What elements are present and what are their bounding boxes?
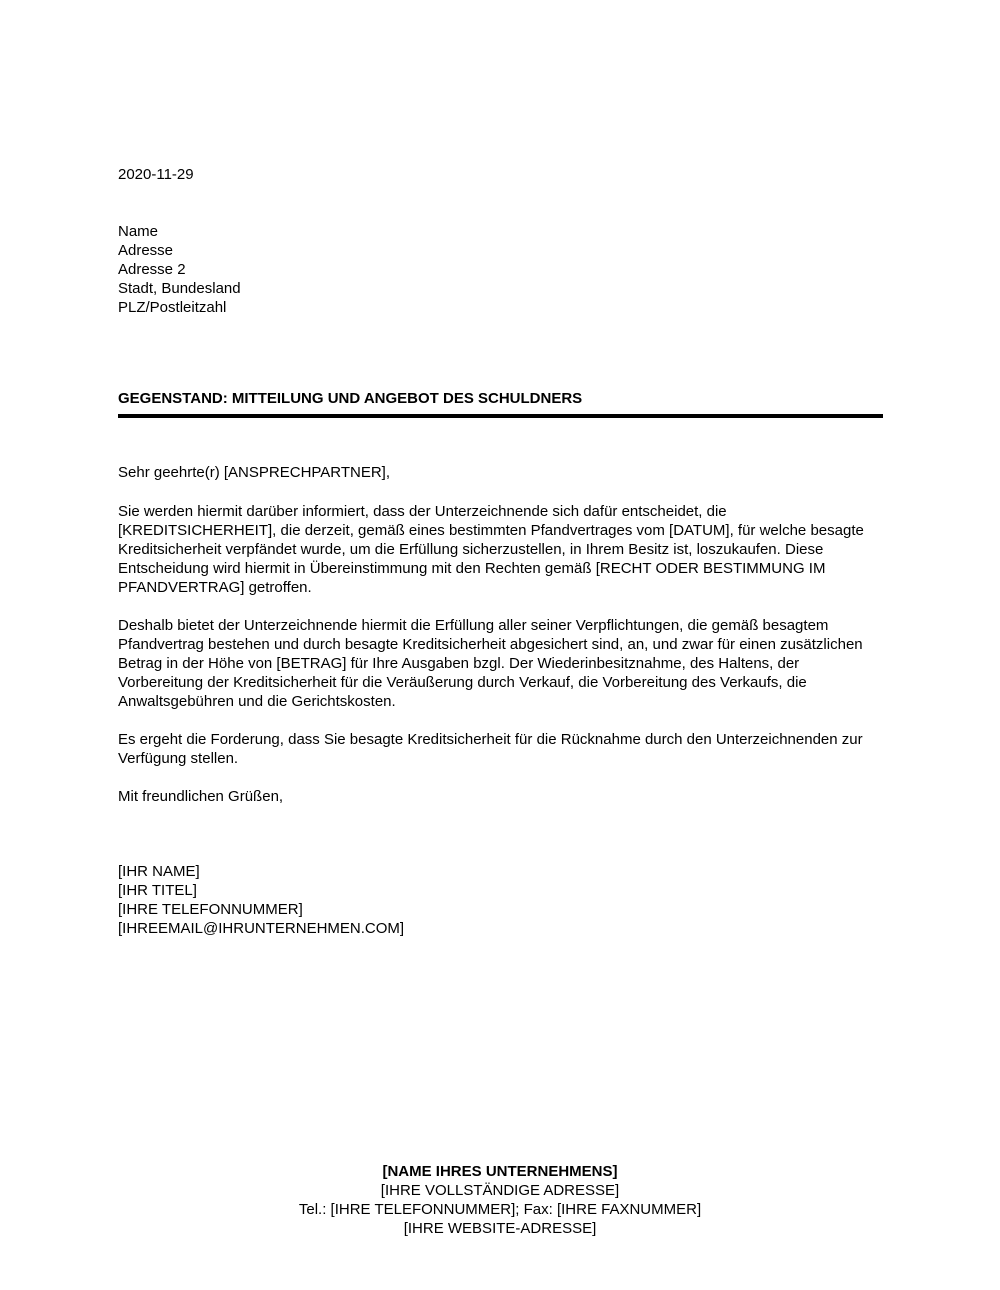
letter-body (118, 165, 883, 938)
footer-website: [IHRE WEBSITE-ADRESSE] (403, 1220, 597, 1237)
body-paragraph-1: Sie werden hiermit darüber informiert, dass der Unterzeichnende sich dafür entscheidet, die [KREDITSICHERHEIT], die derzeit, gemäß eines bestimmten Pfandvertrages vom [DATUM], für welche besagte Kreditsicherheit verpfändet wurde, um die Erfüllung sicherzustellen, in Ihrem Besitz ist, loszukaufen. Diese Entscheidung wird hiermit in Übereinstimmung mit den Rechten gemäß [RECHT ODER BESTIMMUNG IM PFANDVERTRAG] getroffen. (118, 503, 864, 596)
recipient-address-block (118, 222, 883, 317)
salutation: Sehr geehrte(r) [ANSPRECHPARTNER], (118, 464, 391, 481)
signature-name: [IHR NAME] (118, 863, 200, 880)
signature-email: [IHREEMAIL@IHRUNTERNEHMEN.COM] (118, 920, 405, 937)
signature-title: [IHR TITEL] (118, 882, 197, 899)
body-paragraph-2: Deshalb bietet der Unterzeichnende hiermit die Erfüllung aller seiner Verpflichtungen, die gemäß besagtem Pfandvertrag bestehen und durch besagte Kreditsicherheit abgesichert sind, an, und zwar für einen zusätzlichen Betrag in der Höhe von [BETRAG] für Ihre Ausgaben bzgl. Der Wiederinbesitznahme, des Haltens, der Vorbereitung der Kreditsicherheit für die Veräußerung durch Verkauf, die Vorbereitung des Verkaufs, die Anwaltsgebühren und die Gerichtskosten. (118, 617, 863, 710)
closing-phrase: Mit freundlichen Grüßen, (118, 788, 284, 805)
recipient-postal-code: PLZ/Postleitzahl (118, 299, 227, 316)
footer-address: [IHRE VOLLSTÄNDIGE ADRESSE] (380, 1182, 620, 1199)
signature-block (118, 862, 883, 938)
recipient-address-line-1: Adresse (118, 242, 174, 259)
recipient-name: Name (118, 223, 159, 240)
letter-footer (0, 1162, 1000, 1238)
recipient-city-state: Stadt, Bundesland (118, 280, 241, 297)
signature-phone: [IHRE TELEFONNUMMER] (118, 901, 303, 918)
recipient-address-line-2: Adresse 2 (118, 261, 186, 278)
body-paragraph-3: Es ergeht die Forderung, dass Sie besagte Kreditsicherheit für die Rücknahme durch den Unterzeichnenden zur Verfügung stellen. (118, 731, 863, 767)
subject-line: GEGENSTAND: MITTEILUNG UND ANGEBOT DES SCHULDNERS (118, 389, 883, 418)
letter-date: 2020-11-29 (118, 166, 194, 183)
footer-phone-fax: Tel.: [IHRE TELEFONNUMMER]; Fax: [IHRE FAXNUMMER] (298, 1201, 702, 1218)
footer-company-name: [NAME IHRES UNTERNEHMENS] (382, 1163, 618, 1180)
